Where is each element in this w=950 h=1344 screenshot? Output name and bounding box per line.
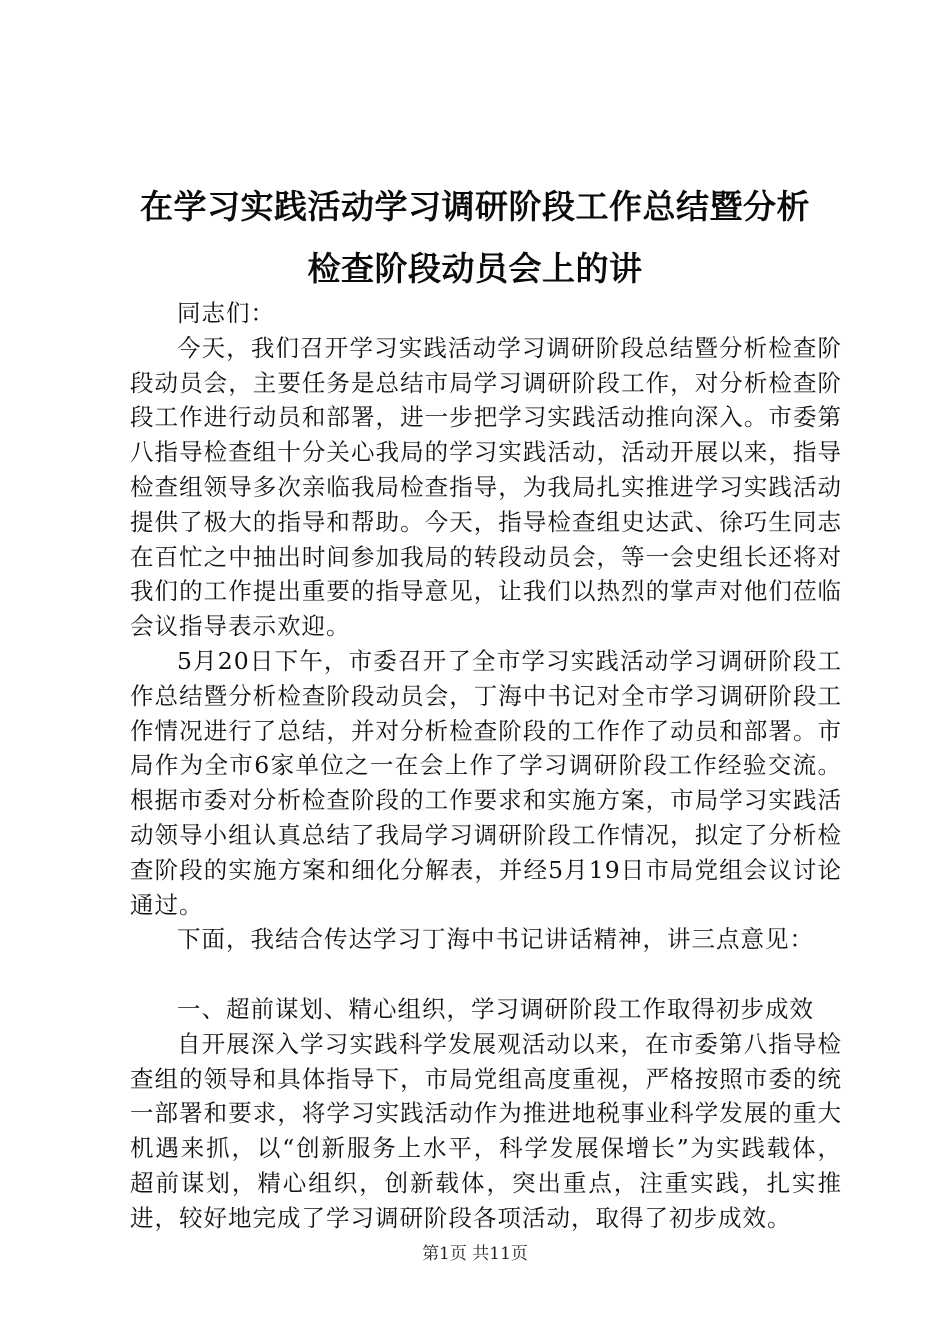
paragraph-meeting: 5月20日下午，市委召开了全市学习实践活动学习调研阶段工作总结暨分析检查阶段动员会，丁海中书记对全市学习调研阶段工作情况进行了总结，并对分析检查阶段的工作作了动员和部署。市局作为全市6家单位之一在会上作了学习调研阶段工作经验交流。根据市委对分析检查阶段的工作要求和实施方案，市局学习实践活动领导小组认真总结了我局学习调研阶段工作情况，拟定了分析检查阶段的实施方案和细化分解表，并经5月19日市局党组会议讨论通过。 bbox=[130, 646, 842, 919]
document-title bbox=[100, 176, 850, 300]
salutation: 同志们： bbox=[177, 299, 275, 327]
title-line-2: 检查阶段动员会上的讲 bbox=[307, 249, 643, 288]
section-heading-1: 一、超前谋划、精心组织，学习调研阶段工作取得初步成效 bbox=[177, 994, 814, 1023]
paragraph-intro-points: 下面，我结合传达学习丁海中书记讲话精神，讲三点意见： bbox=[177, 925, 814, 954]
paragraph-section-1: 自开展深入学习实践科学发展观活动以来，在市委第八指导检查组的领导和具体指导下，市局党组高度重视，严格按照市委的统一部署和要求，将学习实践活动作为推进地税事业科学发展的重大机遇来抓，以“创新服务上水平，科学发展保增长”为实践载体，超前谋划，精心组织，创新载体，突出重点，注重实践，扎实推进，较好地完成了学习调研阶段各项活动，取得了初步成效。 bbox=[130, 1029, 842, 1232]
page-footer: 第1页 共11页 bbox=[422, 1244, 528, 1264]
paragraph-opening: 今天，我们召开学习实践活动学习调研阶段总结暨分析检查阶段动员会，主要任务是总结市局学习调研阶段工作，对分析检查阶段工作进行动员和部署，进一步把学习实践活动推向深入。市委第八指导检查组十分关心我局的学习实践活动，活动开展以来，指导检查组领导多次亲临我局检查指导，为我局扎实推进学习实践活动提供了极大的指导和帮助。今天，指导检查组史达武、徐巧生同志在百忙之中抽出时间参加我局的转段动员会，等一会史组长还将对我们的工作提出重要的指导意见，让我们以热烈的掌声对他们莅临会议指导表示欢迎。 bbox=[130, 333, 842, 641]
document-body bbox=[130, 296, 842, 1236]
title-line-1: 在学习实践活动学习调研阶段工作总结暨分析 bbox=[140, 187, 810, 226]
